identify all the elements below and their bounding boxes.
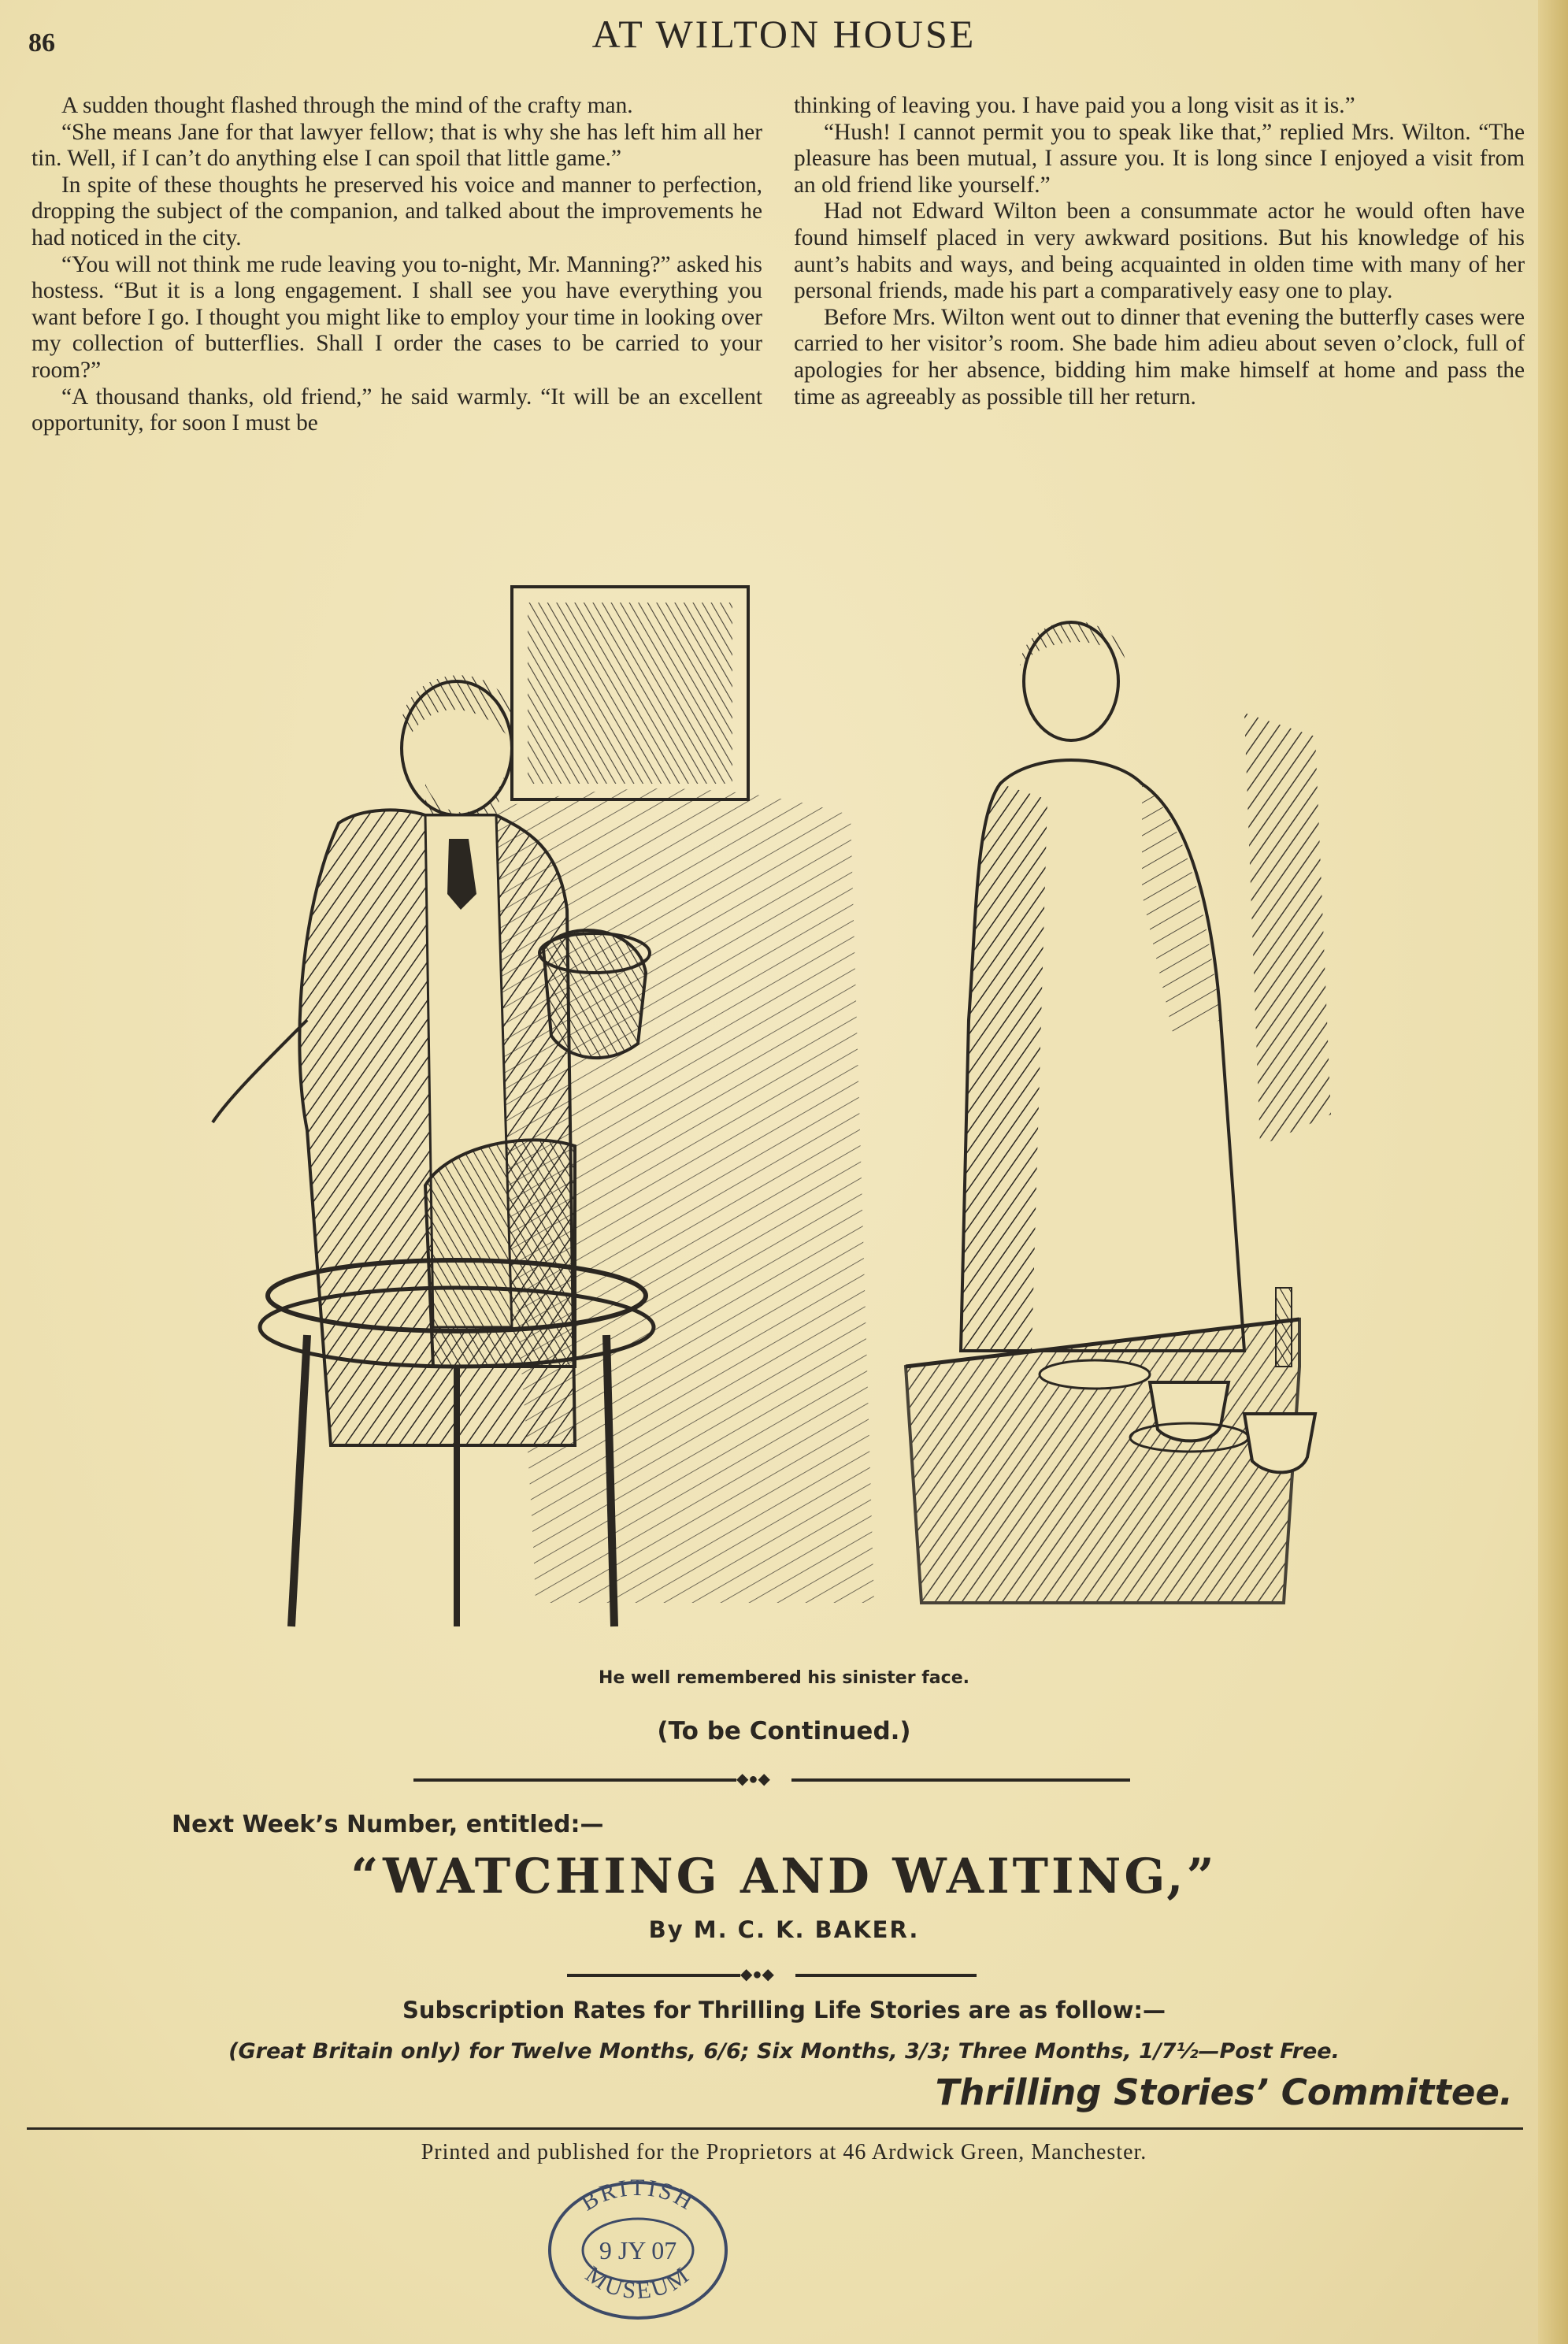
paragraph: “A thousand thanks, old friend,” he said warmly. “It will be an excellent opportunity, for soon I must be	[32, 384, 762, 436]
subscription-rates: (Great Britain only) for Twelve Months, 6/6; Six Months, 3/3; Three Months, 1/7½—Post Free.	[228, 2039, 1340, 2064]
committee-signature: Thrilling Stories’ Committee.	[935, 2071, 1513, 2113]
british-museum-stamp	[543, 2175, 732, 2325]
svg-text:MUSEUM	[580, 2261, 695, 2305]
ornamental-rule-right-2	[795, 1974, 977, 1977]
next-week-title: “WATCHING AND WAITING,”	[350, 1849, 1218, 1904]
story-illustration	[197, 579, 1362, 1638]
paragraph: “She means Jane for that lawyer fellow; that is why she has left him all her tin. Well, if I can’t do anything else I can spoil that little game.”	[32, 119, 762, 172]
paragraph: “You will not think me rude leaving you to-night, Mr. Manning?” asked his hostess. “But it is a long engagement. I shall see you have everything you want before I go. I thought you might like to employ your time in looking over my collection of butterflies. Shall I order the cases to be carried to your room?”	[32, 251, 762, 383]
ornamental-rule-right	[791, 1778, 1130, 1782]
stamp-top-text: BRITISH	[576, 2175, 699, 2216]
next-week-intro: Next Week’s Number, entitled:—	[172, 1811, 604, 1838]
stamp-date: 9 JY 07	[599, 2236, 677, 2264]
subscription-heading: Subscription Rates for Thrilling Life Stories are as follow:—	[402, 1997, 1166, 2023]
imprint-line: Printed and published for the Proprietors at 46 Ardwick Green, Manchester.	[421, 2140, 1147, 2164]
left-column	[32, 93, 762, 437]
page-number: 86	[28, 28, 55, 57]
paragraph: A sudden thought flashed through the mind of the crafty man.	[61, 93, 633, 118]
paragraph: thinking of leaving you. I have paid you a long visit as it is.”	[794, 93, 1355, 118]
ornament-icon: ◆●◆	[736, 1771, 770, 1788]
running-head: AT WILTON HOUSE	[591, 12, 977, 56]
next-week-author: By M. C. K. BAKER.	[648, 1916, 920, 1943]
to-be-continued: (To be Continued.)	[657, 1717, 911, 1745]
lady-figure	[961, 621, 1244, 1351]
paragraph: Before Mrs. Wilton went out to dinner that evening the butterfly cases were carried to her visitor’s room. She bade him adieu about seven o’clock, full of apologies for her absence, bidding him make himself at home and pass the time as agreeably as possible till her return.	[794, 304, 1525, 410]
ornament-icon-2: ◆●◆	[740, 1966, 774, 1983]
page-edge	[1538, 0, 1568, 2344]
svg-text:BRITISH	[576, 2175, 699, 2216]
illustration-drawing	[197, 579, 1362, 1638]
paragraph: Had not Edward Wilton been a consummate actor he would often have found himself placed in very awkward positions. But his knowledge of his aunt’s habits and ways, and being acquainted in olden time with many of her personal friends, made his part a comparatively easy one to play.	[794, 198, 1525, 304]
right-column	[794, 93, 1525, 410]
bottom-rule	[27, 2127, 1523, 2130]
illustration-caption: He well remembered his sinister face.	[599, 1668, 969, 1688]
paragraph: In spite of these thoughts he preserved his voice and manner to perfection, dropping the subject of the companion, and talked about the improvements he had noticed in the city.	[32, 172, 762, 250]
stamp-bottom-text: MUSEUM	[580, 2261, 695, 2305]
ornamental-rule-left-2	[567, 1974, 740, 1977]
paragraph: “Hush! I cannot permit you to speak like that,” replied Mrs. Wilton. “The pleasure has been mutual, I assure you. It is long since I enjoyed a visit from an old friend like yourself.”	[794, 119, 1525, 198]
ornamental-rule-left	[413, 1778, 736, 1782]
